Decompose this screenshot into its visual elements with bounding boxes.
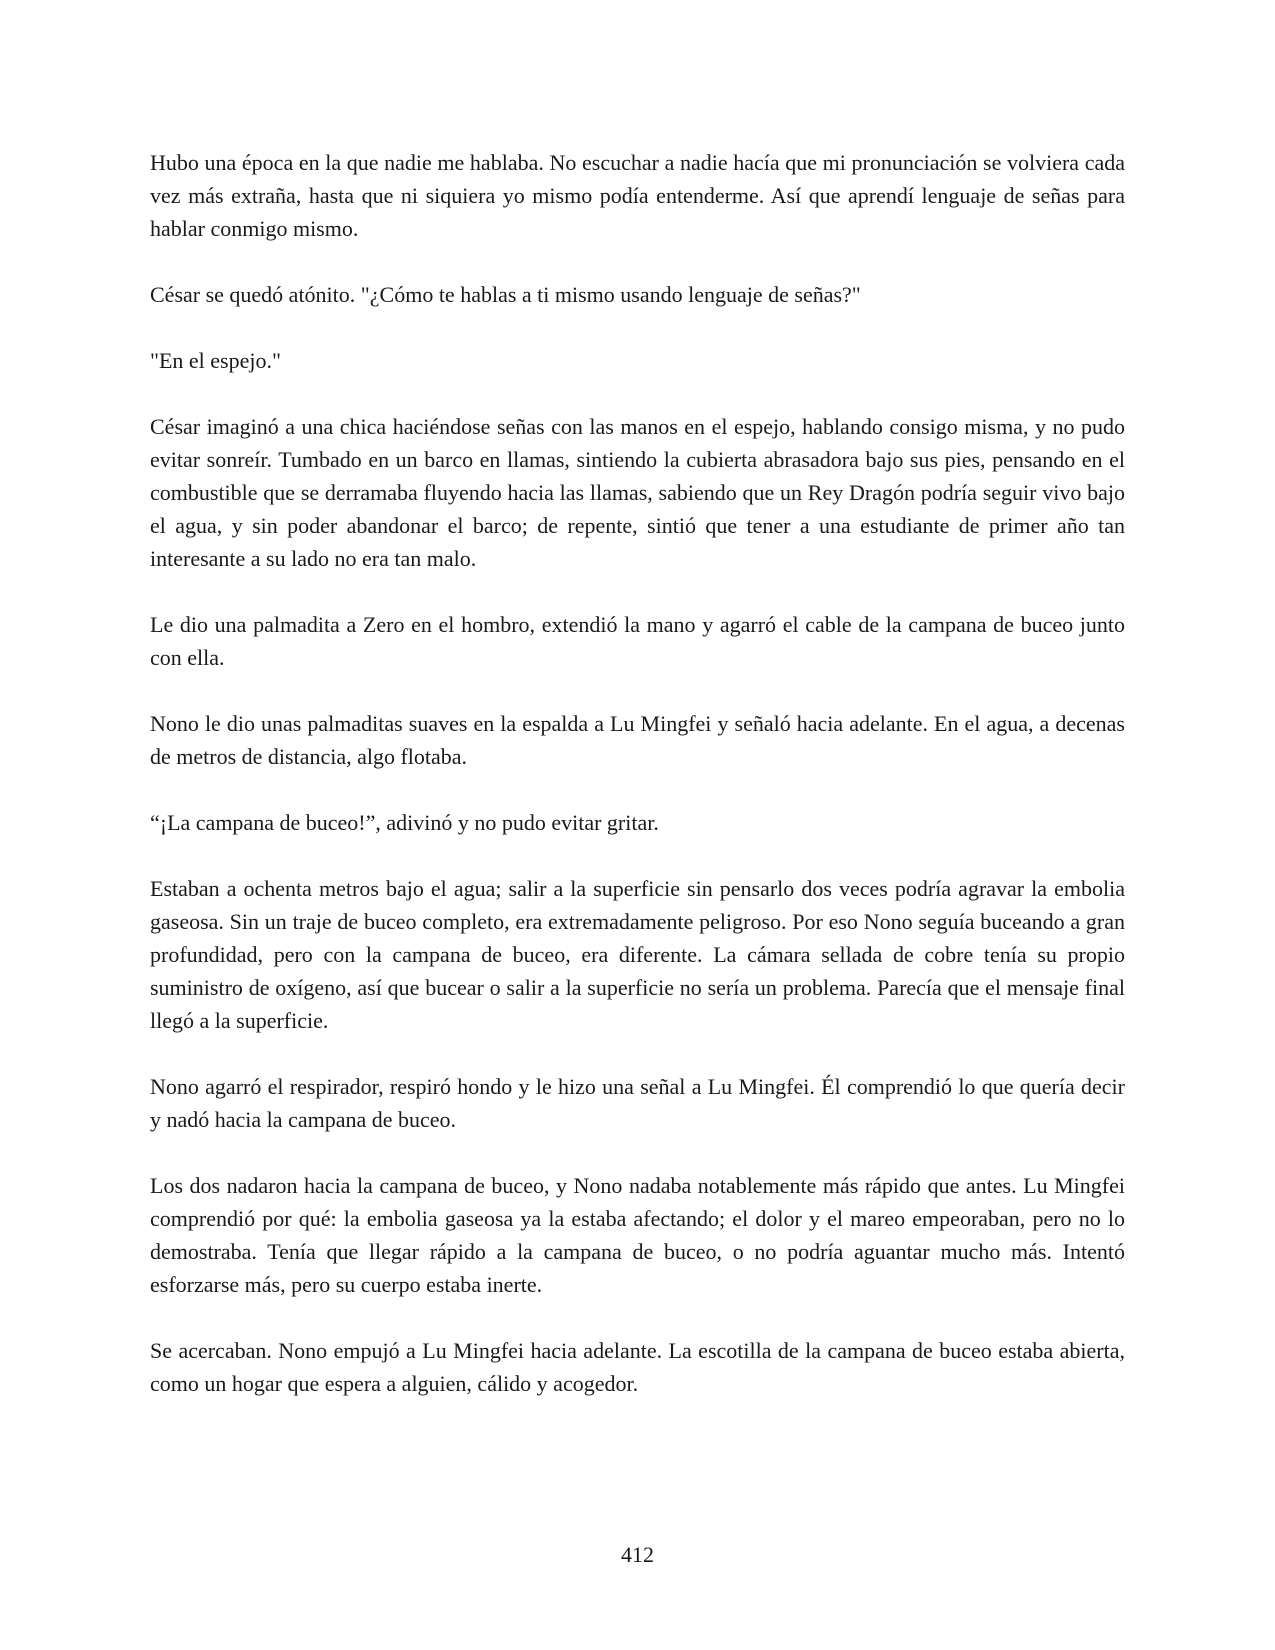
- paragraph: Le dio una palmadita a Zero en el hombro, extendió la mano y agarró el cable de la campana de buceo junto con ella.: [150, 612, 1125, 670]
- paragraph: “¡La campana de buceo!”, adivinó y no pudo evitar gritar.: [150, 810, 659, 835]
- paragraph: Nono le dio unas palmaditas suaves en la espalda a Lu Mingfei y señaló hacia adelante. En el agua, a decenas de metros de distancia, algo flotaba.: [150, 711, 1125, 769]
- document-body: [150, 146, 1125, 1433]
- paragraph: Estaban a ochenta metros bajo el agua; salir a la superficie sin pensarlo dos veces podría agravar la embolia gaseosa. Sin un traje de buceo completo, era extremadamente peligroso. Por eso Nono seguía buceando a gran profundidad, pero con la campana de buceo, era diferente. La cámara sellada de cobre tenía su propio suministro de oxígeno, así que bucear o salir a la superficie no sería un problema. Parecía que el mensaje final llegó a la superficie.: [150, 876, 1125, 1033]
- paragraph: "En el espejo.": [150, 348, 281, 373]
- paragraph: Se acercaban. Nono empujó a Lu Mingfei hacia adelante. La escotilla de la campana de buceo estaba abierta, como un hogar que espera a alguien, cálido y acogedor.: [150, 1338, 1125, 1396]
- paragraph: César se quedó atónito. "¿Cómo te hablas a ti mismo usando lenguaje de señas?": [150, 282, 861, 307]
- paragraph: Los dos nadaron hacia la campana de buceo, y Nono nadaba notablemente más rápido que antes. Lu Mingfei comprendió por qué: la embolia gaseosa ya la estaba afectando; el dolor y el mareo empeoraban, pero no lo demostraba. Tenía que llegar rápido a la campana de buceo, o no podría aguantar mucho más. Intentó esforzarse más, pero su cuerpo estaba inerte.: [150, 1173, 1125, 1297]
- paragraph: Nono agarró el respirador, respiró hondo y le hizo una señal a Lu Mingfei. Él comprendió lo que quería decir y nadó hacia la campana de buceo.: [150, 1074, 1125, 1132]
- page-number: 412: [621, 1542, 654, 1567]
- paragraph: Hubo una época en la que nadie me hablaba. No escuchar a nadie hacía que mi pronunciación se volviera cada vez más extraña, hasta que ni siquiera yo mismo podía entenderme. Así que aprendí lenguaje de señas para hablar conmigo mismo.: [150, 150, 1125, 241]
- paragraph: César imaginó a una chica haciéndose señas con las manos en el espejo, hablando consigo misma, y no pudo evitar sonreír. Tumbado en un barco en llamas, sintiendo la cubierta abrasadora bajo sus pies, pensando en el combustible que se derramaba fluyendo hacia las llamas, sabiendo que un Rey Dragón podría seguir vivo bajo el agua, y sin poder abandonar el barco; de repente, sintió que tener a una estudiante de primer año tan interesante a su lado no era tan malo.: [150, 414, 1125, 571]
